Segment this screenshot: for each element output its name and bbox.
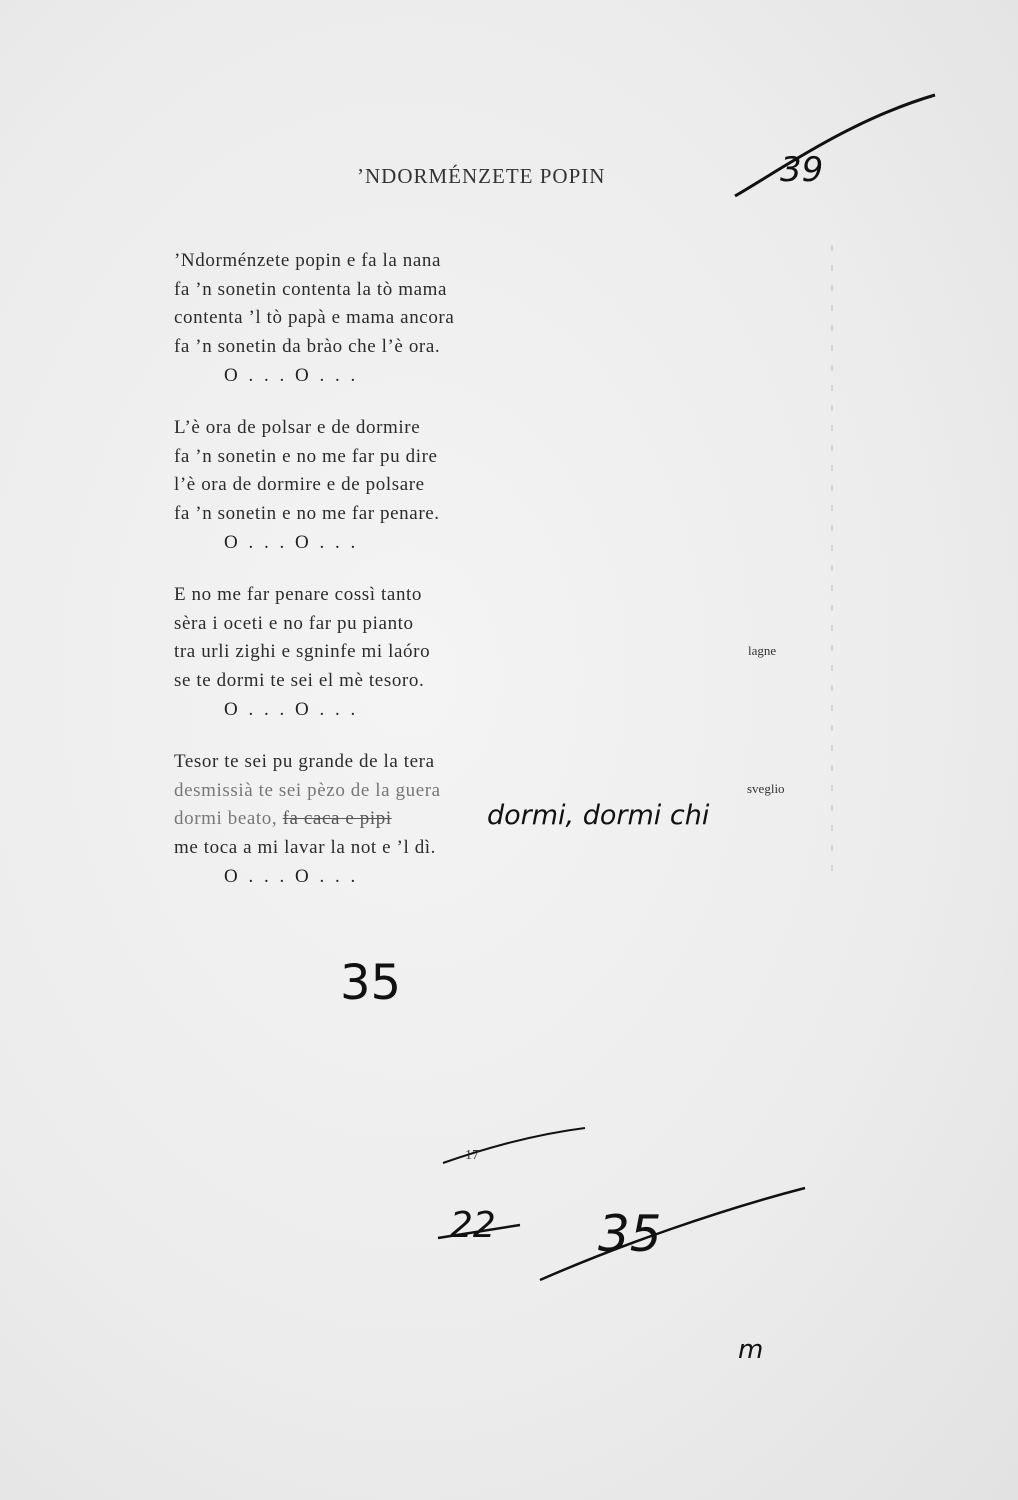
top-right-strike-stroke [735,95,935,196]
verse-line: desmissià te sei pèzo de la guera [174,779,441,801]
verse-line: se te dormi te sei el mè tesoro. [174,669,425,691]
verse-line: sèra i oceti e no far pu pianto [174,612,414,634]
verse-line: fa ’n sonetin da brào che l’è ora. [174,335,441,357]
handwritten-insert: dormi, dormi chi [487,800,710,831]
refrain: O . . . O . . . [224,866,359,887]
margin-gloss-sveglio: sveglio [747,781,785,796]
stanza-2 [174,414,440,558]
footer-handwritten-number: 35 [598,1205,662,1263]
verse-line: fa ’n sonetin e no me far penare. [174,502,440,524]
refrain: O . . . O . . . [224,699,359,720]
poem-title: ’NDORMÉNZETE POPIN [357,164,606,188]
struck-text: fa caca e pipi [282,808,392,829]
verse-line: contenta ’l tò papà e mama ancora [174,307,455,328]
page-number-top-right: 39 [780,150,824,190]
printed-page-number: 17 [465,1148,479,1163]
refrain: O . . . O . . . [224,365,359,386]
handwritten-initial: m [738,1335,764,1365]
stanza-3 [174,581,430,725]
stanza-4 [174,748,441,892]
verse-line: E no me far penare cossì tanto [174,584,423,605]
stanza-1 [174,247,454,391]
refrain: O . . . O . . . [224,532,359,553]
verse-line-edited [174,805,441,834]
verse-line: me toca a mi lavar la not e ’l dì. [174,836,437,858]
footer-struck-number: 22 [450,1205,496,1246]
margin-gloss-lagne: lagne [748,643,777,658]
verse-line: L’è ora de polsar e de dormire [174,417,421,438]
footer-strike-35 [540,1188,805,1280]
verse-line: fa ’n sonetin e no me far pu dire [174,445,438,467]
verse-line: Tesor te sei pu grande de la tera [174,751,435,772]
verse-line: ’Ndorménzete popin e fa la nana [174,250,442,271]
verse-fragment: dormi beato, [174,808,278,829]
verse-line: fa ’n sonetin contenta la tò mama [174,278,448,300]
verse-line: tra urli zighi e sgninfe mi laóro [174,641,431,662]
handwritten-page-number: 35 [340,955,402,1011]
verse-line: l’è ora de dormire e de polsare [174,474,425,495]
